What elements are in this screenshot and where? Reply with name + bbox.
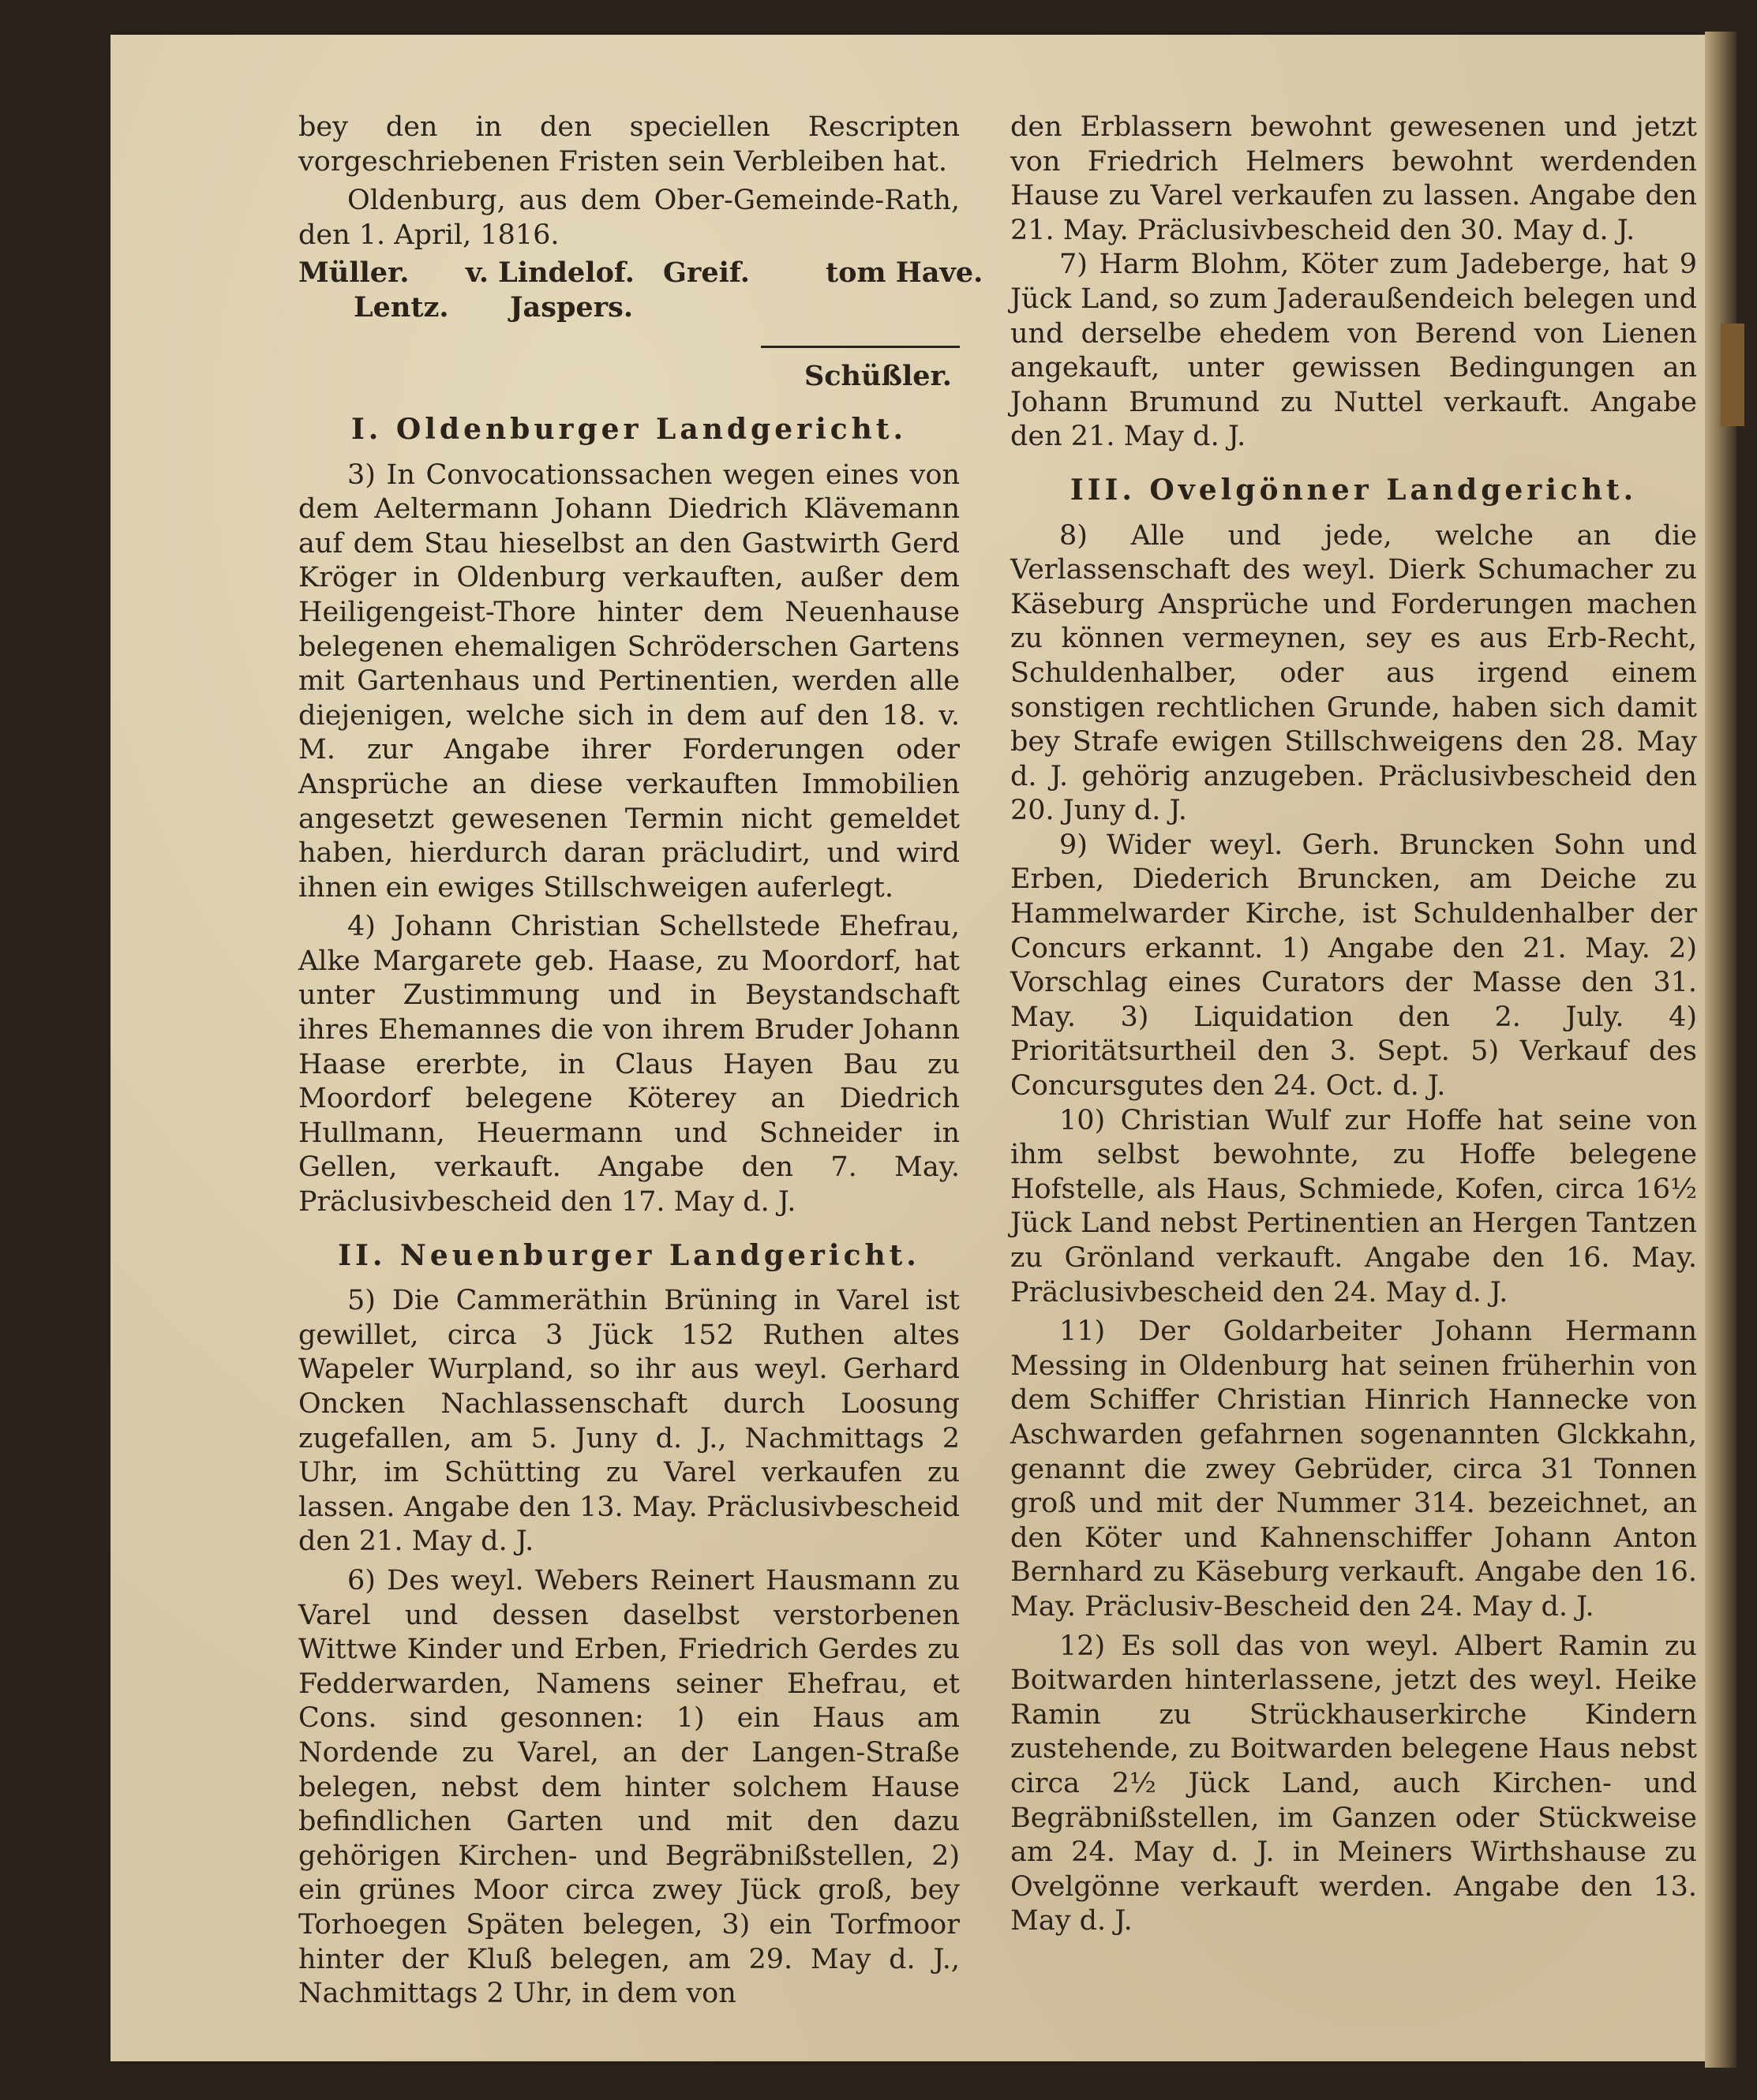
dateline: Oldenburg, aus dem Ober-Gemeinde-Rath, den 1. April, 1816. bbox=[298, 185, 960, 251]
secretary-signature: Schüßler. bbox=[804, 360, 952, 393]
signatory: Jaspers. bbox=[510, 291, 634, 324]
notice-item-3: 3) In Convocationssachen wegen eines von dem Aeltermann Johann Diedrich Klävemann auf dem Stau hieselbst an den Gastwirth Gerd Kröger in Oldenburg verkauften, außer dem Heiligengeist-Thore hinter dem Neuenhause belegenen ehemaligen Schröderschen Gartens mit Gartenhaus und Pertinentien, werden alle diejenigen, welche sich in dem auf den 18. v. M. zur Angabe ihrer Forderungen oder Ansprüche an diese verkauften Immobilien angesetzt gewesenen Termin nicht gemeldet haben, hierdurch daran präcludirt, und wird ihnen ein ewiges Stillschweigen auferlegt. bbox=[298, 459, 960, 904]
notice-item-9: 9) Wider weyl. Gerh. Bruncken Sohn und Erben, Diederich Bruncken, am Deiche zu Hammelwarder Kirche, ist Schuldenhalber der Concurs erkannt. 1) Angabe den 21. May. 2) Vorschlag eines Curators der Masse den 31. May. 3) Liquidation den 2. July. 4) Prioritätsurtheil den 3. Sept. 5) Verkauf des Concursgutes den 24. Oct. d. J. bbox=[1010, 829, 1697, 1102]
notice-item-10: 10) Christian Wulf zur Hoffe hat seine von ihm selbst bewohnte, zu Hoffe belegene Hofstelle, als Haus, Schmiede, Kofen, circa 16½ Jück Land nebst Pertinentien an Hergen Tantzen zu Grönland verkauft. Angabe den 16. May. Präclusivbescheid den 24. May d. J. bbox=[1010, 1104, 1697, 1308]
section-heading-oldenburg: I. Oldenburger Landgericht. bbox=[350, 412, 908, 446]
signatory: Müller. bbox=[298, 256, 410, 290]
signatories bbox=[298, 256, 983, 325]
left-column bbox=[298, 110, 983, 2012]
notice-item-4: 4) Johann Christian Schellstede Ehefrau, Alke Margarete geb. Haase, zu Moordorf, hat unter Zustimmung und in Beystandschaft ihres Ehemannes die von ihrem Bruder Johann Haase ererbte, in Claus Hayen Bau zu Moordorf belegene Köterey an Diedrich Hullmann, Heuermann und Schneider in Gellen, verkauft. Angabe den 7. May. Präclusivbescheid den 17. May d. J. bbox=[298, 911, 960, 1218]
section-heading-ovelgoenne: III. Ovelgönner Landgericht. bbox=[1070, 473, 1638, 507]
notice-item-7: 7) Harm Blohm, Köter zum Jadeberge, hat 9 Jück Land, so zum Jaderaußendeich belegen und und derselbe ehedem von Berend von Lienen angekauft, unter gewissen Bedingungen an Johann Brumund zu Nuttel verkauft. Angabe den 21. May d. J. bbox=[1010, 249, 1697, 453]
intro-continuation: bey den in den speciellen Rescripten vorgeschriebenen Fristen sein Verbleiben hat. bbox=[298, 111, 960, 178]
notice-item-12: 12) Es soll das von weyl. Albert Ramin zu Boitwarden hinterlassene, jetzt des weyl. Heike Ramin zu Strückhauserkirche Kindern zustehende, zu Boitwarden belegene Haus nebst circa 2½ Jück Land, auch Kirchen- und Begräbnißstellen, im Ganzen oder Stückweise am 24. May d. J. in Meiners Wirthshause zu Ovelgönne verkauft werden. Angabe den 13. May d. J. bbox=[1010, 1630, 1697, 1937]
notice-item-8: 8) Alle und jede, welche an die Verlassenschaft des weyl. Dierk Schumacher zu Käseburg Ansprüche und Forderungen machen zu können vermeynen, sey es aus Erb-Recht, Schuldenhalber, oder aus irgend einem sonstigen rechtlichen Grunde, haben sich damit bey Strafe ewigen Stillschweigens den 28. May d. J. gehörig anzugeben. Präclusivbescheid den 20. Juny d. J. bbox=[1010, 519, 1697, 827]
signatory: Greif. bbox=[663, 256, 750, 290]
signatory: v. Lindelof. bbox=[466, 256, 635, 290]
signatory: tom Have. bbox=[826, 256, 983, 290]
signature-rule bbox=[761, 346, 960, 348]
signatory: Lentz. bbox=[354, 291, 449, 324]
notice-item-5: 5) Die Cammeräthin Brüning in Varel ist gewillet, circa 3 Jück 152 Ruthen altes Wapeler Wurpland, so ihr aus weyl. Gerhard Oncken Nachlassenschaft durch Loosung zugefallen, am 5. Juny d. J., Nachmittags 2 Uhr, im Schütting zu Varel verkaufen zu lassen. Angabe den 13. May. Präclusivbescheid den 21. May d. J. bbox=[298, 1285, 960, 1558]
section-heading-neuenburg: II. Neuenburger Landgericht. bbox=[338, 1238, 920, 1272]
notice-continuation: den Erblassern bewohnt gewesenen und jetzt von Friedrich Helmers bewohnt werdenden Hause zu Varel verkaufen zu lassen. Angabe den 21. May. Präclusivbescheid den 30. May d. J. bbox=[1010, 111, 1697, 246]
right-column bbox=[1010, 110, 1697, 1939]
notice-item-6: 6) Des weyl. Webers Reinert Hausmann zu Varel und dessen daselbst verstorbenen Wittwe Kinder und Erben, Friedrich Gerdes zu Fedderwarden, Namens seiner Ehefrau, et Cons. sind gesonnen: 1) ein Haus am Nordende zu Varel, an der Langen-Straße belegen, nebst dem hinter solchem Hause befindlichen Garten und mit den dazu gehörigen Kirchen- und Begräbnißstellen, 2) ein grünes Moor circa zwey Jück groß, bey Torhoegen Späten belegen, 3) ein Torfmoor hinter der Kluß belegen, am 29. May d. J., Nachmittags 2 Uhr, in dem von bbox=[298, 1564, 960, 2010]
binding-tab bbox=[1721, 324, 1744, 426]
notice-item-11: 11) Der Goldarbeiter Johann Hermann Messing in Oldenburg hat seinen früherhin von dem Schiffer Christian Hinrich Hannecke von Aschwarden gefahrnen sogenannten Glckkahn, genannt die zwey Gebrüder, circa 31 Tonnen groß und mit der Nummer 314. bezeichnet, an den Köter und Kahnenschiffer Johann Anton Bernhard zu Käseburg verkauft. Angabe den 16. May. Präclusiv-Bescheid den 24. May d. J. bbox=[1010, 1316, 1697, 1623]
